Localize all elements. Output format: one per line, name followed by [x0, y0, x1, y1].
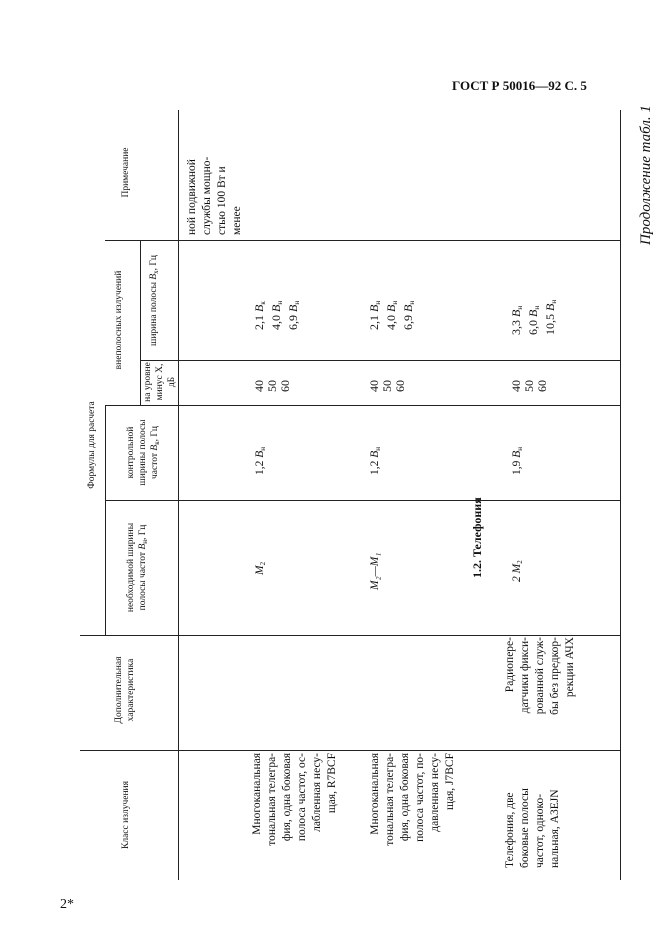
body-col-line-3 — [180, 500, 620, 501]
row3-levels: 40 50 60 — [509, 380, 549, 392]
body-col-line-5 — [180, 360, 620, 361]
row3-class: Телефония, две боковые полосы частот, одноко- нальная, A3EJN — [504, 788, 561, 868]
row2-control: 1,2 $B_н$ — [369, 446, 382, 475]
body-col-line-6 — [180, 240, 620, 241]
header-col-line-3 — [105, 500, 180, 501]
section-heading: 1.2. Телефония — [470, 497, 484, 578]
header-col-line-5 — [140, 360, 180, 361]
row2-bands: 2,1 $B_н$ 4,0 $B_н$ 6,9 $B_н$ — [367, 300, 416, 330]
page-number: 2* — [60, 897, 74, 912]
row1-levels: 40 50 60 — [252, 380, 292, 392]
row1-control: 1,2 $B_н$ — [254, 446, 267, 475]
row2-levels: 40 50 60 — [367, 380, 407, 392]
row1-formula: $M_2$ — [254, 561, 267, 575]
row1-class: Многоканальная тональная телегра- фия, одна боковая полоса частот, ос- лабленная несу- щая, R7BCF — [251, 753, 338, 846]
row2-formula: M₂—M₁ — [369, 552, 381, 590]
col-header-class: Класс излучения — [121, 781, 131, 849]
col-header-necessary: необходимой ширины полосы частот $B_н$, Гц — [126, 522, 149, 613]
header-separator — [178, 110, 179, 880]
col-header-formulas: Формулы для расчета — [87, 401, 97, 489]
row2-class: Многоканальная тональная телегра- фия, одна боковая полоса частот, по- давленная несу- щая, J7BCF — [369, 753, 456, 846]
body-col-line-2 — [180, 635, 620, 636]
col-header-control: контрольной ширины полосы частот $B_к$, Гц — [126, 419, 161, 486]
header-col-line-1 — [80, 750, 180, 751]
row1-bands: 2,1 $B_к$ 4,0 $B_н$ 6,9 $B_н$ — [252, 300, 301, 330]
header-col-line-2 — [80, 635, 180, 636]
body-col-line-4 — [180, 405, 620, 406]
row3-additional: Радиопере- датчики фикси- рованной служ- бы без предкор- рекции АЧХ — [504, 637, 576, 715]
page-header: ГОСТ Р 50016—92 С. 5 — [452, 78, 587, 93]
row3-formula: 2 $M_2$ — [511, 560, 524, 582]
col-header-outofband: внеполосных излучений — [114, 270, 124, 370]
table-top-rule — [620, 110, 621, 880]
outband-divider — [140, 240, 141, 405]
col-header-additional: Дополнительная характеристика — [114, 656, 136, 724]
col-header-note: Примечание — [121, 147, 131, 198]
row3-bands: 3,3 $B_н$ 6,0 $B_н$ 10,5 $B_н$ — [509, 299, 558, 335]
row3-control: 1,9 $B_н$ — [511, 446, 524, 475]
header-col-line-4 — [105, 405, 180, 406]
formulas-divider — [105, 405, 106, 635]
note-cell: ной подвижной службы мощно- стью 100 Вт и менее — [186, 156, 243, 235]
col-header-level: на уровне минус X, дБ — [143, 362, 177, 402]
col-header-bw-level: ширина полосы $B_x$, Гц — [149, 255, 160, 346]
table-caption: Продолжение табл. 1 — [638, 105, 654, 245]
